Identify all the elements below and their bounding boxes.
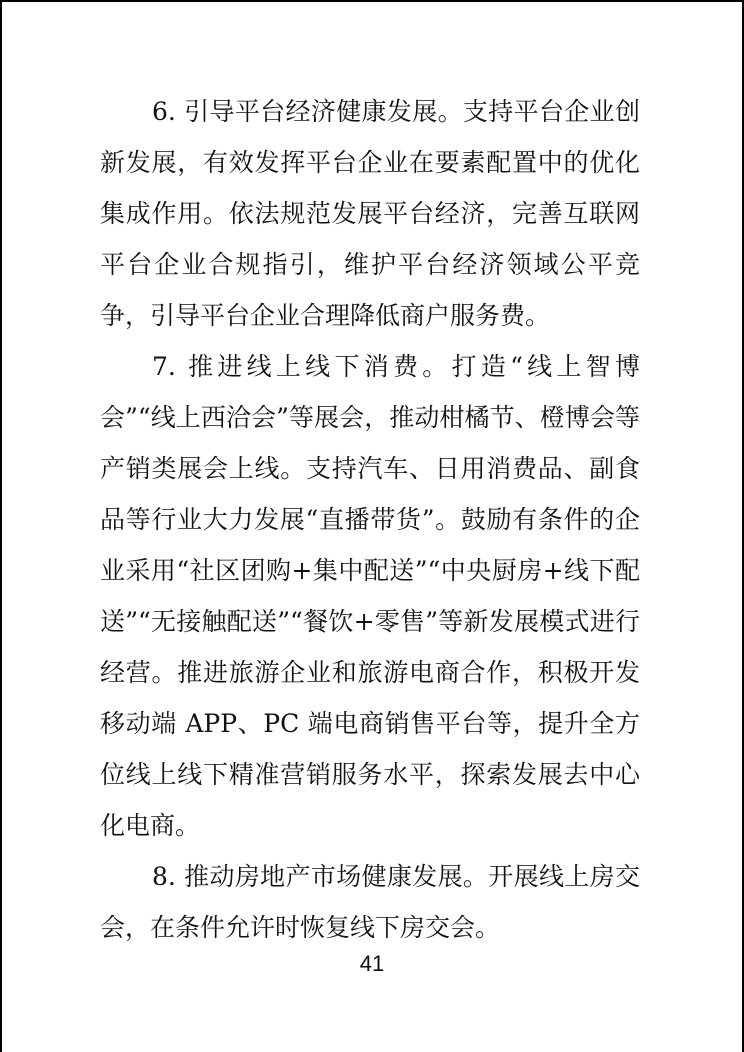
page-number: 41 (359, 951, 385, 976)
paragraph-item-8: 8. 推动房地产市场健康发展。开展线上房交会，在条件允许时恢复线下房交会。 (100, 862, 640, 942)
paragraph-item-6: 6. 引导平台经济健康发展。支持平台企业创新发展，有效发挥平台企业在要素配置中的优化集成作用。依法规范发展平台经济，完善互联网平台企业合规指引，维护平台经济领域公平竞争，引导平台企业合理降低商户服务费。 (100, 97, 640, 330)
paragraph-item-7: 7. 推进线上线下消费。打造“线上智博会”“线上西洽会”等展会，推动柑橘节、橙博会等产销类展会上线。支持汽车、日用消费品、副食品等行业大力发展“直播带货”。鼓励有条件的企业采用“社区团购+集中配送”“中央厨房+线下配送”“无接触配送”“餐饮+零售”等新发展模式进行经营。推进旅游企业和旅游电商合作，积极开发移动端 APP、PC 端电商销售平台等，提升全方位线上线下精准营销服务水平，探索发展去中心化电商。 (100, 352, 640, 840)
document-body (100, 86, 640, 953)
